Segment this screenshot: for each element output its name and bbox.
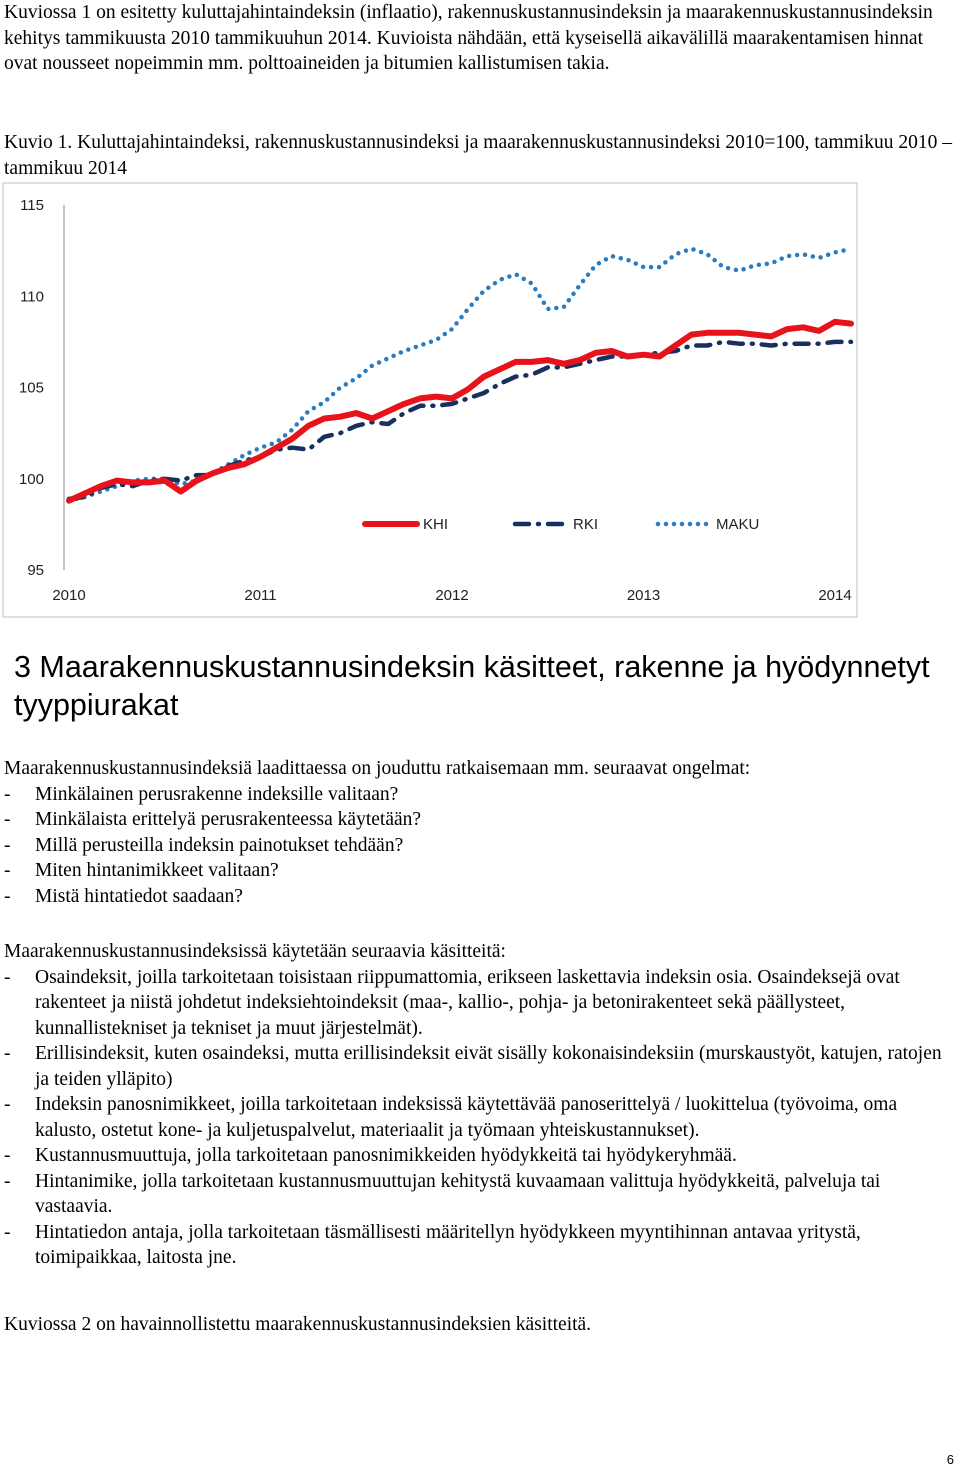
problems-lead: Maarakennuskustannusindeksiä laadittaessa on jouduttu ratkaisemaan mm. seuraavat ongelmat: [4,758,751,779]
x-tick-label: 2013 [626,587,661,604]
list-item: - Mistä hintatiedot saadaan? [4,884,954,910]
problems-list [4,782,954,910]
index-chart-svg [0,180,860,620]
y-tick-label: 100 [18,470,44,488]
x-tick-label: 2012 [435,587,469,604]
y-tick-label: 110 [20,288,44,306]
list-item: - Millä perusteilla indeksin painotukset tehdään? [4,833,954,859]
closing-paragraph: Kuviossa 2 on havainnollistettu maarakennuskustannusindeksien käsitteitä. [4,1314,592,1335]
y-tick-label: 105 [18,379,44,397]
section-heading: 3 Maarakennuskustannusindeksin käsitteet, rakenne ja hyödynnetyt tyyppiurakat [14,650,930,722]
legend-label-rki: RKI [573,516,599,533]
series-line-khi [69,322,851,501]
list-item: - Miten hintanimikkeet valitaan? [4,858,954,884]
y-tick-label: 95 [27,562,44,579]
list-item: - Hintatiedon antaja, jolla tarkoitetaan täsmällisesti määritellyn hyödykkeen myyntihinnan antavaa yritystä, toimipaikkaa, laitosta jne. [4,1220,954,1271]
series-line-rki [69,342,851,499]
concepts-lead: Maarakennuskustannusindeksissä käytetään seuraavia käsitteitä: [4,941,506,962]
y-tick-label: 115 [20,197,44,214]
legend-label-khi: KHI [423,516,449,533]
page-number: 6 [946,1452,954,1467]
series-line-maku [69,249,851,501]
list-item: - Indeksin panosnimikkeet, joilla tarkoitetaan indeksissä käytettävää panoserittelyä / luokittelua (työvoima, oma kalusto, ostetut kone- ja kuljetuspalvelut, materiaalit ja työmaan yhteiskustannukset). [4,1092,954,1143]
list-item: - Kustannusmuuttuja, jolla tarkoitetaan panosnimikkeiden hyödykkeitä tai hyödykeryhmää. [4,1143,954,1169]
concepts-section [4,939,954,1271]
x-tick-label: 2014 [818,587,852,604]
index-chart [0,180,860,620]
concepts-list [4,965,954,1271]
list-item: - Hintanimike, jolla tarkoitetaan kustannusmuuttujan kehitystä kuvaamaan valittuja hyödykkeitä, palveluja tai vastaavia. [4,1169,954,1220]
intro-paragraph: Kuviossa 1 on esitetty kuluttajahintaindeksin (inflaatio), rakennuskustannusindeksin ja maarakennuskustannusindeksin kehitys tammikuusta 2010 tammikuuhun 2014. Kuvioista nähdään, että kyseisellä aikavälillä maarakentamisen hinnat ovat nousseet nopeimmin mm. polttoaineiden ja bitumien kallistumisen takia. [4,2,933,74]
figure-caption: Kuvio 1. Kuluttajahintaindeksi, rakennuskustannusindeksi ja maarakennuskustannusindeksi 2010=100, tammikuu 2010 – tammikuu 2014 [4,132,952,179]
list-item: - Osaindeksit, joilla tarkoitetaan toisistaan riippumattomia, erikseen laskettavia indeksin osia. Osaindeksejä ovat rakenteet ja niistä johdetut indeksiehtoindeksit (maa-, kallio-, pohja- ja betonirakenteet sekä päällysteet, kunnallistekniset ja tekniset ja muut järjestelmät). [4,965,954,1042]
list-item: - Minkälaista erittelyä perusrakenteessa käytetään? [4,807,954,833]
legend-label-maku: MAKU [716,516,760,533]
x-tick-label: 2011 [244,587,277,604]
list-item: - Minkälainen perusrakenne indeksille valitaan? [4,782,954,808]
problems-section [4,756,954,909]
x-tick-label: 2010 [52,587,86,604]
list-item: - Erillisindeksit, kuten osaindeksi, mutta erillisindeksit eivät sisälly kokonaisindeksiin (murskaustyöt, katujen, ratojen ja teiden ylläpito) [4,1041,954,1092]
